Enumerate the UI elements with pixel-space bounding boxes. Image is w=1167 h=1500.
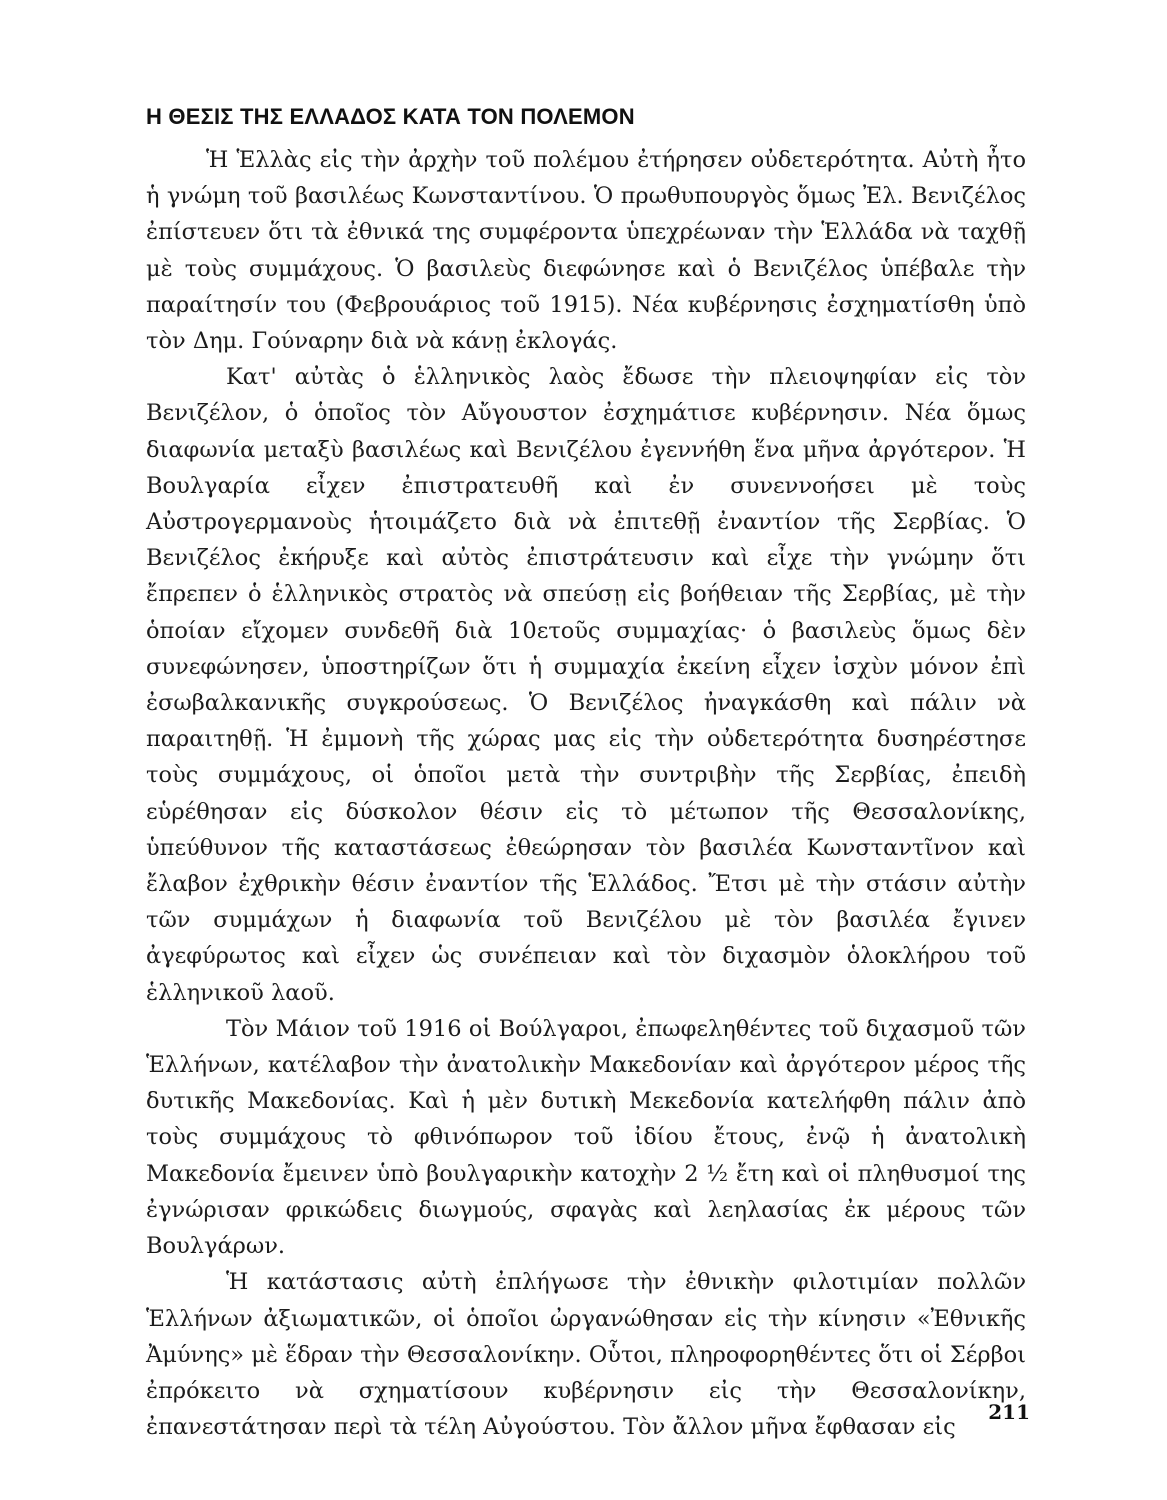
paragraph-3: Τὸν Μάιον τοῦ 1916 οἱ Βούλγαροι, ἐπωφεληθέντες τοῦ διχασμοῦ τῶν Ἑλλήνων, κατέλαβον τὴν ἀνατολικὴν Μακεδονίαν καὶ ἀργότερον μέρος τῆς δυτικῆς Μακεδονίας. Καὶ ἡ μὲν δυτικὴ Μεκεδονία κατελήφθη πάλιν ἀπὸ τοὺς συμμάχους τὸ φθινόπωρον τοῦ ἰδίου ἔτους, ἐνῷ ἡ ἀνατολικὴ Μακεδονία ἔμεινεν ὑπὸ βουλγαρικὴν κατοχὴν 2 ½ ἔτη καὶ οἱ πληθυσμοί της ἐγνώρισαν φρικώδεις διωγμούς, σφαγὰς καὶ λεηλασίας ἐκ μέρους τῶν Βουλγάρων. xyxy=(146,1015,1026,1260)
paragraph-2: Κατ' αὐτὰς ὁ ἑλληνικὸς λαὸς ἔδωσε τὴν πλειοψηφίαν εἰς τὸν Βενιζέλον, ὁ ὁποῖος τὸν Αὔγουστον ἐσχημάτισε κυβέρνησιν. Νέα ὅμως διαφωνία μεταξὺ βασιλέως καὶ Βενιζέλου ἐγεννήθη ἕνα μῆνα ἀργότερον. Ἡ Βουλγαρία εἶχεν ἐπιστρατευθῆ καὶ ἐν συνεννοήσει μὲ τοὺς Αὐστρογερμανοὺς ἡτοιμάζετο διὰ νὰ ἐπιτεθῇ ἐναντίον τῆς Σερβίας. Ὁ Βενιζέλος ἐκήρυξε καὶ αὐτὸς ἐπιστράτευσιν καὶ εἶχε τὴν γνώμην ὅτι ἔπρεπεν ὁ ἑλληνικὸς στρατὸς νὰ σπεύσῃ εἰς βοήθειαν τῆς Σερβίας, μὲ τὴν ὁποίαν εἴχομεν συνδεθῆ διὰ 10ετοῦς συμμαχίας· ὁ βασιλεὺς ὅμως δὲν συνεφώνησεν, ὑποστηρίζων ὅτι ἡ συμμαχία ἐκείνη εἶχεν ἰσχὺν μόνον ἐπὶ ἐσωβαλκανικῆς συγκρούσεως. Ὁ Βενιζέλος ἠναγκάσθη καὶ πάλιν νὰ παραιτηθῇ. Ἡ ἐμμονὴ τῆς χώρας μας εἰς τὴν οὐδετερότητα δυσηρέστησε τοὺς συμμάχους, οἱ ὁποῖοι μετὰ τὴν συντριβὴν τῆς Σερβίας, ἐπειδὴ εὑρέθησαν εἰς δύσκολον θέσιν εἰς τὸ μέτωπον τῆς Θεσσαλονίκης, ὑπεύθυνον τῆς καταστάσεως ἐθεώρησαν τὸν βασιλέα Κωνσταντῖνον καὶ ἔλαβον ἐχθρικὴν θέσιν ἐναντίον τῆς Ἑλλάδος. Ἔτσι μὲ τὴν στάσιν αὐτὴν τῶν συμμάχων ἡ διαφωνία τοῦ Βενιζέλου μὲ τὸν βασιλέα ἔγινεν ἀγεφύρωτος καὶ εἶχεν ὡς συνέπειαν καὶ τὸν διχασμὸν ὁλοκλήρου τοῦ ἑλληνικοῦ λαοῦ. xyxy=(146,364,1026,1006)
page-heading: Η ΘΕΣΙΣ ΤΗΣ ΕΛΛΑΔΟΣ ΚΑΤΑ ΤΟΝ ΠΟΛΕΜΟΝ xyxy=(146,104,635,129)
paragraph-1: Ἡ Ἑλλὰς εἰς τὴν ἀρχὴν τοῦ πολέμου ἐτήρησεν οὐδετερότητα. Αὐτὴ ἦτο ἡ γνώμη τοῦ βασιλέως Κωνσταντίνου. Ὁ πρωθυπουργὸς ὅμως Ἐλ. Βενιζέλος ἐπίστευεν ὅτι τὰ ἐθνικά της συμφέροντα ὑπεχρέωναν τὴν Ἑλλάδα νὰ ταχθῇ μὲ τοὺς συμμάχους. Ὁ βασιλεὺς διεφώνησε καὶ ὁ Βενιζέλος ὑπέβαλε τὴν παραίτησίν του (Φεβρουάριος τοῦ 1915). Νέα κυβέρνησις ἐσχηματίσθη ὑπὸ τὸν Δημ. Γούναρην διὰ νὰ κάνῃ ἐκλογάς. xyxy=(146,147,1026,355)
body-text xyxy=(146,142,1026,1445)
paragraph-4: Ἡ κατάστασις αὐτὴ ἐπλήγωσε τὴν ἐθνικὴν φιλοτιμίαν πολλῶν Ἑλλήνων ἀξιωματικῶν, οἱ ὁποῖοι ὠργανώθησαν εἰς τὴν κίνησιν «Ἐθνικῆς Ἀμύνης» μὲ ἕδραν τὴν Θεσσαλονίκην. Οὗτοι, πληροφορηθέντες ὅτι οἱ Σέρβοι ἐπρόκειτο νὰ σχηματίσουν κυβέρνησιν εἰς τὴν Θεσσαλονίκην, ἐπανεστάτησαν περὶ τὰ τέλη Αὐγούστου. Τὸν ἄλλον μῆνα ἔφθασαν εἰς xyxy=(146,1269,1026,1441)
page-number: 211 xyxy=(988,1400,1030,1424)
